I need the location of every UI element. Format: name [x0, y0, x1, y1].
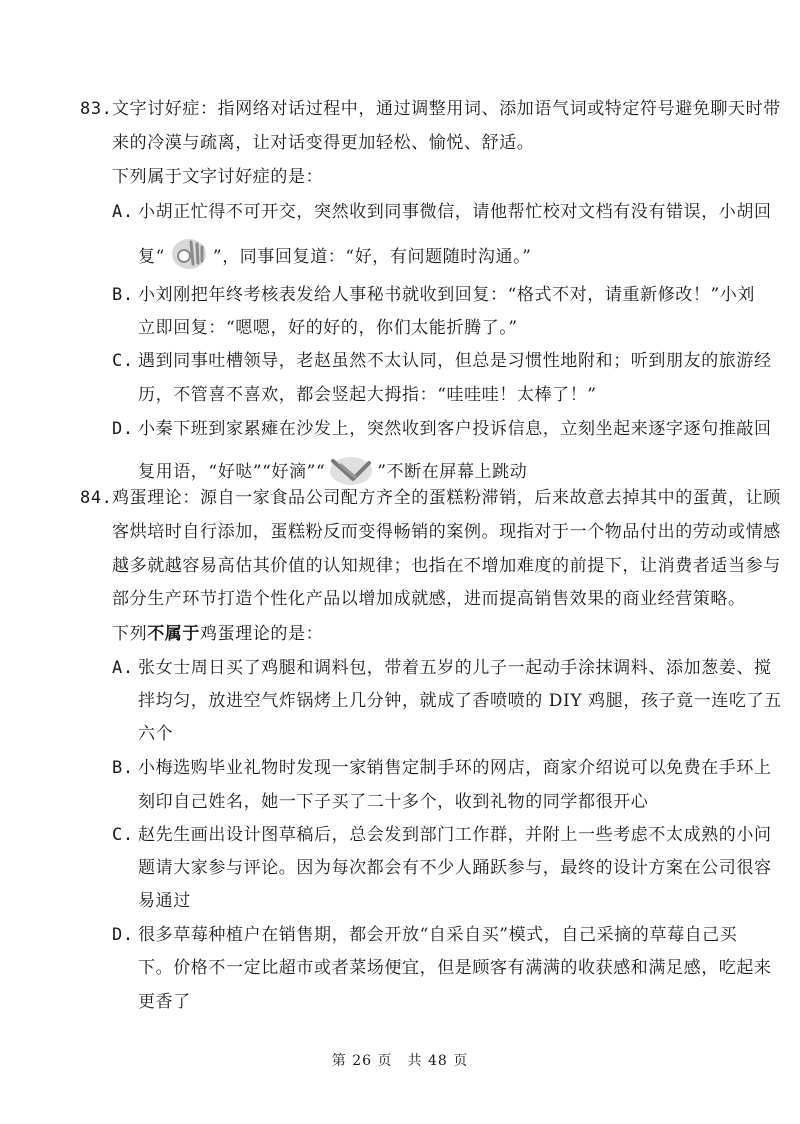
option-label: B.	[112, 285, 134, 305]
option-label: C.	[112, 351, 134, 371]
page-footer: 第 26 页 共 48 页	[331, 1053, 469, 1069]
option-text: 立即回复：“嗯嗯，好的好的，你们太能折腾了。”	[138, 318, 518, 338]
question-stem: 部分生产环节打造个性化产品以增加成就感，进而提高销售效果的商业经营策略。	[112, 589, 746, 609]
question-stem: 鸡蛋理论：源自一家食品公司配方齐全的蛋糕粉滞销，后来故意去掉其中的蛋黄，让顾	[112, 488, 781, 508]
option-text: 小秦下班到家累瘫在沙发上，突然收到客户投诉信息，立刻坐起来逐字逐句推敲回	[138, 419, 772, 439]
option-text: 遇到同事吐槽领导，老赵虽然不太认同，但总是习惯性地附和；听到朋友的旅游经	[138, 351, 772, 371]
option-text: 小梅选购毕业礼物时发现一家销售定制手环的网店，商家介绍说可以免费在手环上	[138, 758, 772, 778]
option-text: 题请大家参与评论。因为每次都会有不少人踊跃参与，最终的设计方案在公司很容	[138, 858, 772, 878]
option-label: A.	[112, 202, 134, 222]
option-text: 张女士周日买了鸡腿和调料包，带着五岁的儿子一起动手涂抹调料、添加葱姜、搅	[138, 658, 772, 678]
option-text: 易通过	[138, 891, 191, 911]
option-text: 六个	[138, 724, 174, 744]
option-text: 小胡正忙得不可开交，突然收到同事微信，请他帮忙校对文档有没有错误，小胡回	[138, 202, 772, 222]
option-label: A.	[112, 658, 134, 678]
option-text: 复用语，“好哒”“好滴”“ ”不断在屏幕上跳动	[138, 451, 527, 494]
option-text: 历，不管喜不喜欢，都会竖起大拇指：“哇哇哇！太棒了！”	[138, 385, 597, 405]
question-prompt: 下列属于文字讨好症的是：	[112, 167, 324, 187]
option-label: C.	[112, 825, 134, 845]
question-stem: 越多就越容易高估其价值的认知规律；也指在不增加难度的前提下，让消费者适当参与	[112, 556, 781, 576]
option-text: 很多草莓种植户在销售期，都会开放“自采自买”模式，自己采摘的草莓自己买	[138, 925, 738, 945]
option-text: 下。价格不一定比超市或者菜场便宜，但是顾客有满满的收获感和满足感，吃起来	[138, 958, 772, 978]
question-stem: 客烘培时自行添加，蛋糕粉反而变得畅销的案例。现指对于一个物品付出的劳动或情感	[112, 522, 781, 542]
question-number: 83.	[80, 99, 113, 119]
option-label: D.	[112, 925, 134, 945]
option-text: 刻印自己姓名，她一下子买了二十多个，收到礼物的同学都很开心	[138, 792, 649, 812]
ok-hand-icon	[167, 236, 211, 279]
emphasis-text: 不属于	[147, 624, 201, 644]
option-text: 更香了	[138, 992, 191, 1012]
question-number: 84.	[80, 488, 113, 508]
question-stem: 来的冷漠与疏离，让对话变得更加轻松、愉悦、舒适。	[112, 133, 535, 153]
option-text: 复“ ”，同事回复道：“好，有问题随时沟通。”	[138, 236, 531, 279]
option-text: 拌均匀，放进空气炸锅烤上几分钟，就成了香喷喷的 DIY 鸡腿，孩子竟一连吃了五	[138, 691, 782, 711]
option-text: 小刘刚把年终考核表发给人事秘书就收到回复：“格式不对，请重新修改！”小刘	[138, 285, 755, 305]
question-stem: 文字讨好症：指网络对话过程中，通过调整用词、添加语气词或特定符号避免聊天时带	[112, 99, 781, 119]
question-prompt: 下列不属于鸡蛋理论的是：	[112, 624, 324, 644]
option-label: B.	[112, 758, 134, 778]
option-text: 赵先生画出设计图草稿后，总会发到部门工作群，并附上一些考虑不太成熟的小问	[138, 825, 772, 845]
option-label: D.	[112, 419, 134, 439]
